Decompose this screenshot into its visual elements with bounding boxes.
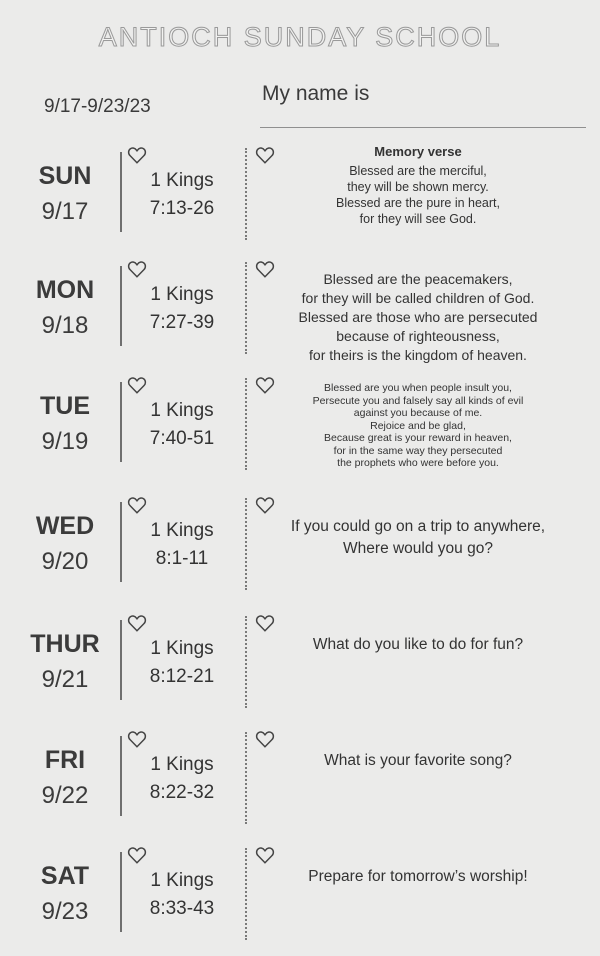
heart-icon[interactable] bbox=[126, 494, 148, 516]
text-line: Blessed are you when people insult you, bbox=[324, 382, 512, 394]
day-date: 9/21 bbox=[41, 666, 89, 693]
heart-icon[interactable] bbox=[126, 144, 148, 166]
reading-book: 1 Kings bbox=[150, 400, 214, 421]
text-line: If you could go on a trip to anywhere, bbox=[290, 518, 546, 535]
text-line: What do you like to do for fun? bbox=[312, 636, 524, 653]
heart-icon[interactable] bbox=[254, 844, 276, 866]
heart-icon[interactable] bbox=[254, 728, 276, 750]
day-date: 9/22 bbox=[41, 782, 89, 809]
heart-icon[interactable] bbox=[126, 844, 148, 866]
day-date: 9/20 bbox=[41, 548, 89, 575]
day-row-mon bbox=[0, 258, 600, 370]
dotted-divider bbox=[245, 148, 247, 240]
day-row-fri bbox=[0, 728, 600, 840]
text-line: Prepare for tomorrow’s worship! bbox=[308, 868, 528, 885]
reading-verses: 8:33-43 bbox=[149, 898, 215, 919]
text-line: Because great is your reward in heaven, bbox=[324, 432, 512, 444]
text-line: they will be shown mercy. bbox=[347, 180, 489, 194]
reading-book: 1 Kings bbox=[150, 870, 214, 891]
day-row-sat bbox=[0, 844, 600, 956]
heart-icon[interactable] bbox=[254, 612, 276, 634]
name-write-line[interactable] bbox=[260, 127, 586, 128]
day-row-tue bbox=[0, 374, 600, 486]
divider bbox=[120, 852, 122, 932]
text-line: for in the same way they persecuted bbox=[333, 444, 503, 457]
reading-verses: 7:40-51 bbox=[149, 428, 215, 449]
day-text bbox=[268, 382, 568, 470]
dotted-divider bbox=[245, 732, 247, 824]
day-name: THUR bbox=[30, 630, 100, 658]
day-name: FRI bbox=[44, 746, 86, 774]
reading-verses: 8:22-32 bbox=[149, 782, 215, 803]
text-line: for they will see God. bbox=[359, 212, 477, 226]
divider bbox=[120, 382, 122, 462]
day-text bbox=[268, 866, 568, 888]
dotted-divider bbox=[245, 616, 247, 708]
day-text bbox=[268, 144, 568, 227]
week-range: 9/17-9/23/23 bbox=[44, 96, 151, 117]
day-row-wed bbox=[0, 494, 600, 606]
heart-icon[interactable] bbox=[126, 612, 148, 634]
reading-verses: 8:12-21 bbox=[149, 666, 215, 687]
day-name: WED bbox=[35, 512, 95, 540]
day-name: TUE bbox=[40, 392, 90, 420]
day-date: 9/17 bbox=[41, 198, 89, 225]
page-title: ANTIOCH SUNDAY SCHOOL bbox=[98, 22, 502, 52]
day-name: SUN bbox=[38, 162, 92, 190]
day-text bbox=[268, 750, 568, 772]
reading-book: 1 Kings bbox=[150, 170, 214, 191]
text-line: the prophets who were before you. bbox=[337, 457, 499, 469]
dotted-divider bbox=[245, 498, 247, 590]
day-name: SAT bbox=[40, 862, 90, 890]
text-line: Rejoice and be glad, bbox=[370, 419, 466, 432]
text-line: Where would you go? bbox=[343, 540, 493, 557]
divider bbox=[120, 266, 122, 346]
text-line: Blessed are the merciful, bbox=[349, 164, 487, 178]
text-line: for theirs is the kingdom of heaven. bbox=[309, 347, 527, 363]
dotted-divider bbox=[245, 262, 247, 354]
text-line: What is your favorite song? bbox=[324, 752, 512, 769]
text-line: for they will be called children of God. bbox=[301, 290, 535, 306]
text-line: Blessed are the pure in heart, bbox=[336, 196, 500, 210]
divider bbox=[120, 736, 122, 816]
text-line: Blessed are the peacemakers, bbox=[323, 271, 513, 287]
reading-verses: 7:27-39 bbox=[149, 312, 215, 333]
divider bbox=[120, 152, 122, 232]
text-line: Blessed are those who are persecuted bbox=[298, 309, 538, 325]
reading-verses: 7:13-26 bbox=[149, 198, 215, 219]
text-line: because of righteousness, bbox=[336, 328, 500, 344]
reading-verses: 8:1-11 bbox=[155, 548, 209, 569]
reading-book: 1 Kings bbox=[150, 520, 214, 541]
divider bbox=[120, 620, 122, 700]
reading-book: 1 Kings bbox=[150, 638, 214, 659]
day-date: 9/18 bbox=[41, 312, 89, 339]
day-text bbox=[268, 516, 568, 560]
heart-icon[interactable] bbox=[254, 494, 276, 516]
day-row-thur bbox=[0, 612, 600, 724]
name-label: My name is bbox=[262, 82, 370, 105]
reading-book: 1 Kings bbox=[150, 754, 214, 775]
memory-verse-heading: Memory verse bbox=[374, 144, 462, 159]
dotted-divider bbox=[245, 378, 247, 470]
text-line: against you because of me. bbox=[353, 407, 483, 419]
text-line: Persecute you and falsely say all kinds of evil bbox=[312, 394, 524, 407]
heart-icon[interactable] bbox=[126, 374, 148, 396]
dotted-divider bbox=[245, 848, 247, 940]
day-date: 9/23 bbox=[41, 898, 89, 925]
heart-icon[interactable] bbox=[126, 258, 148, 280]
day-name: MON bbox=[35, 276, 95, 304]
divider bbox=[120, 502, 122, 582]
day-row-sun bbox=[0, 144, 600, 256]
day-text bbox=[268, 634, 568, 656]
day-date: 9/19 bbox=[41, 428, 89, 455]
heart-icon[interactable] bbox=[126, 728, 148, 750]
day-text bbox=[268, 270, 568, 365]
reading-book: 1 Kings bbox=[150, 284, 214, 305]
